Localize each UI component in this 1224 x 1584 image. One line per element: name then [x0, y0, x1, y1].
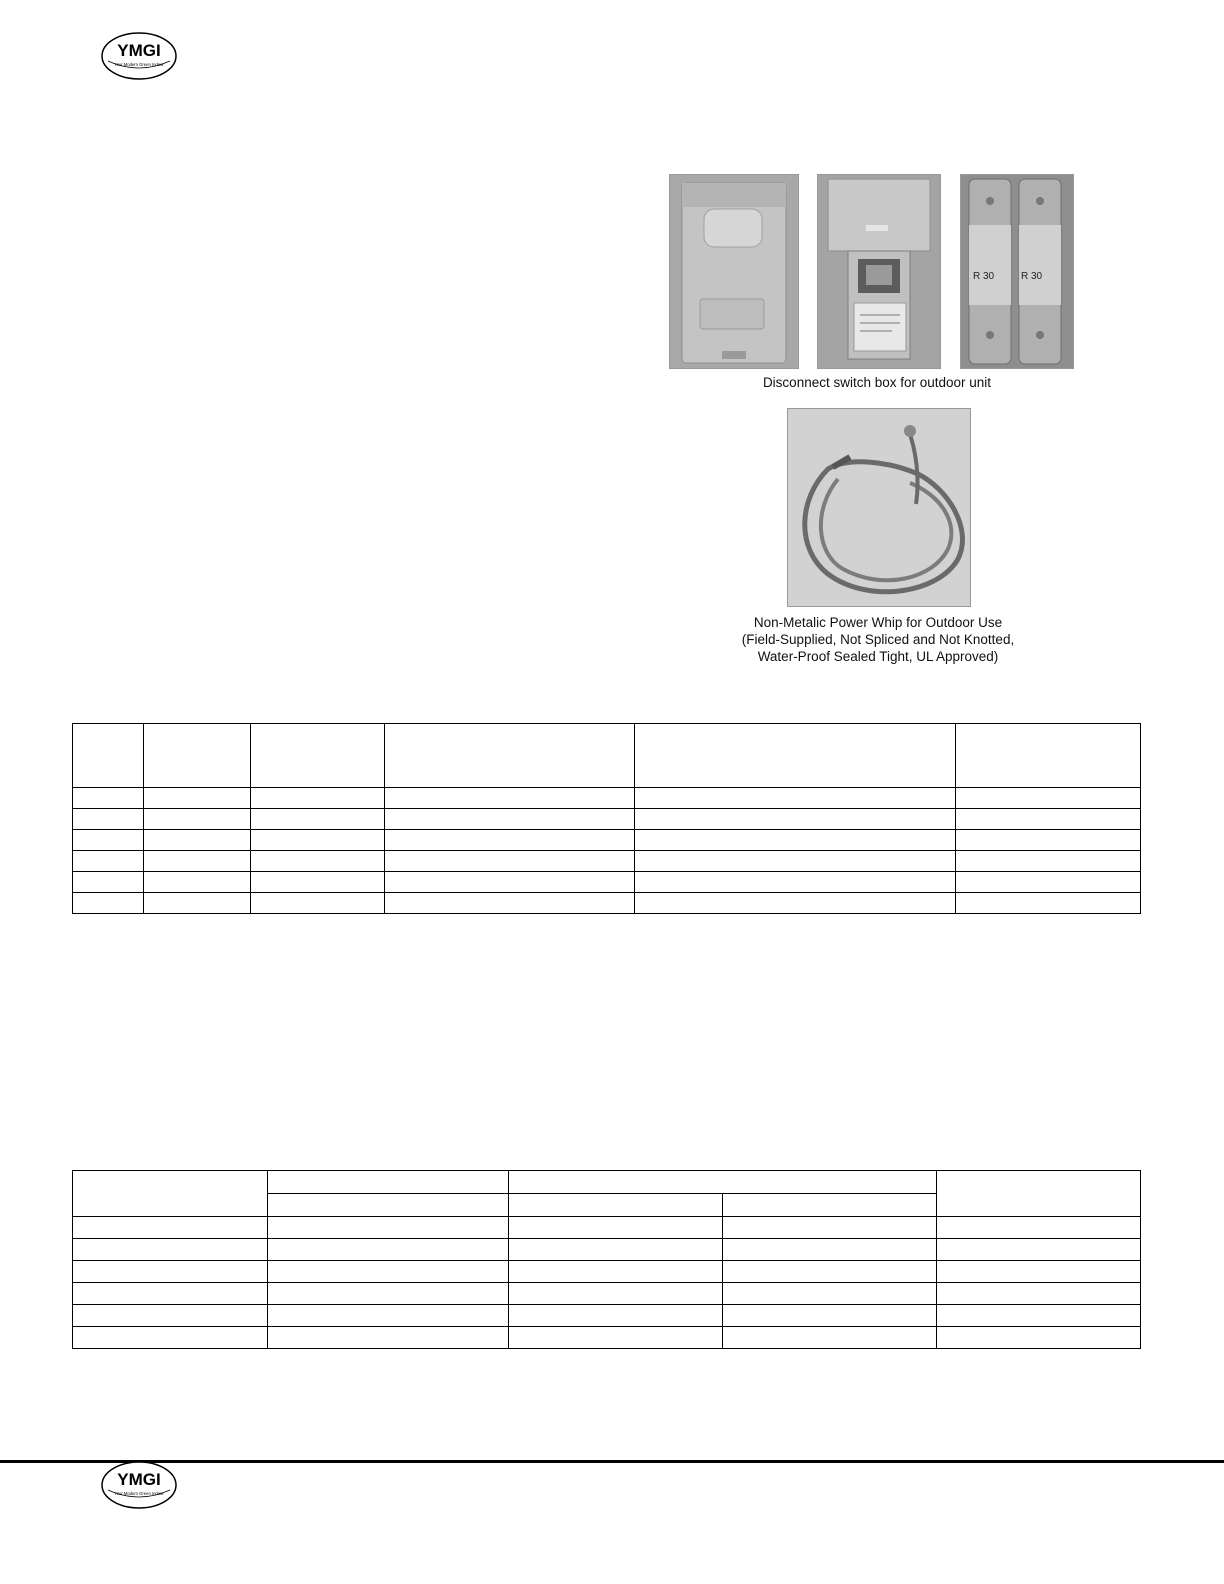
- header-cell: [937, 1171, 1141, 1217]
- header-cell: [509, 1171, 937, 1194]
- table-row: [73, 1283, 1141, 1305]
- caption-line-3: Water-Proof Sealed Tight, UL Approved): [757, 649, 999, 664]
- logo-wordmark: YMGI: [117, 1470, 161, 1489]
- table-row: [73, 1239, 1141, 1261]
- fuse-label-right: R 30: [1021, 271, 1043, 282]
- header-cell: [73, 1171, 268, 1217]
- power-whip-photo: [787, 408, 971, 607]
- header-cell: [144, 724, 251, 788]
- ymgi-logo-footer: [100, 1460, 178, 1510]
- header-cell: [635, 724, 956, 788]
- power-whip-caption: [700, 614, 1056, 665]
- caption-line-1: Non-Metalic Power Whip for Outdoor Use: [753, 615, 1003, 630]
- logo-tagline: Your Modern Green Indoor: [114, 1491, 164, 1496]
- logo-tagline: Your Modern Green Indoor: [114, 62, 164, 67]
- table-row: [73, 851, 1141, 872]
- header-cell: [251, 724, 385, 788]
- header-cell: [268, 1171, 509, 1194]
- fuse-label-left: R 30: [973, 271, 995, 282]
- ymgi-logo-header: [100, 31, 178, 81]
- disconnect-box-open-photo: [817, 174, 941, 369]
- caption-line-2: (Field-Supplied, Not Spliced and Not Knotted,: [741, 632, 1015, 647]
- table-row: [73, 1305, 1141, 1327]
- table-header-row: [73, 1171, 1141, 1194]
- table-row: [73, 872, 1141, 893]
- table-row: [73, 1327, 1141, 1349]
- table-row: [73, 1217, 1141, 1239]
- table-row: [73, 893, 1141, 914]
- footer-divider: [0, 1460, 1224, 1463]
- fuses-photo: [960, 174, 1074, 369]
- header-cell: [268, 1194, 509, 1217]
- wiring-table-1: [72, 723, 1141, 914]
- table-row: [73, 809, 1141, 830]
- table-row: [73, 788, 1141, 809]
- header-cell: [723, 1194, 937, 1217]
- disconnect-box-closed-photo: [669, 174, 799, 369]
- disconnect-caption: Disconnect switch box for outdoor unit: [762, 375, 992, 390]
- header-cell: [509, 1194, 723, 1217]
- table-header-row: [73, 724, 1141, 788]
- table-row: [73, 1261, 1141, 1283]
- header-cell: [956, 724, 1141, 788]
- header-cell: [73, 724, 144, 788]
- header-cell: [385, 724, 635, 788]
- table-row: [73, 830, 1141, 851]
- logo-wordmark: YMGI: [117, 41, 161, 60]
- wiring-table-2: [72, 1170, 1141, 1349]
